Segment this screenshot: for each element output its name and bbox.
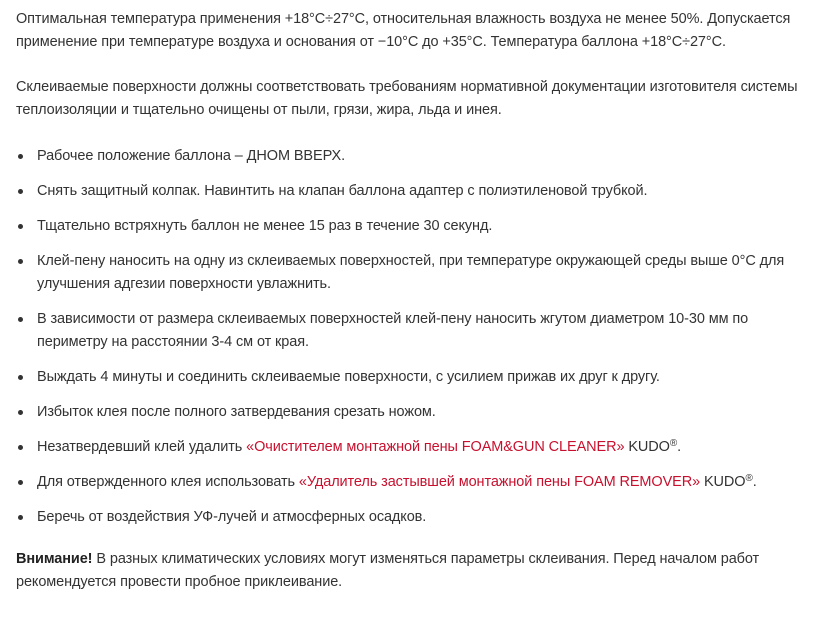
list-item xyxy=(16,436,813,459)
registered-mark: ® xyxy=(669,438,678,449)
list-item xyxy=(16,471,813,494)
application-steps-list xyxy=(16,145,813,529)
list-item-text: Выждать 4 минуты и соединить склеиваемые поверхности, с усилием прижав их друг к другу. xyxy=(37,369,660,385)
list-item xyxy=(16,308,813,354)
sentence-end: . xyxy=(752,474,757,490)
brand-name: KUDO xyxy=(700,474,746,490)
list-item-text: Клей-пену наносить на одну из склеиваемых поверхностей, при температуре окружающей среды выше 0°C для улучшения адгезии поверхности увлажнить. xyxy=(37,253,785,292)
list-item xyxy=(16,506,813,529)
registered-mark: ® xyxy=(745,473,753,484)
list-item xyxy=(16,215,813,238)
list-item xyxy=(16,366,813,389)
list-item-text: Беречь от воздействия УФ-лучей и атмосферных осадков. xyxy=(37,509,427,525)
list-item-text: Избыток клея после полного затвердевания срезать ножом. xyxy=(37,404,436,420)
list-item-text: Незатвердевший клей удалить xyxy=(37,439,247,455)
list-item xyxy=(16,180,813,203)
temperature-paragraph: Оптимальная температура применения +18°C÷27°C, относительная влажность воздуха не менее 50%. Допускается применение при температуре воздуха и основания от −10°C до +35°C. Температура баллона +18°C÷27°C. xyxy=(16,11,791,50)
brand-name: KUDO xyxy=(624,439,670,455)
attention-text: В разных климатических условиях могут изменяться параметры склеивания. Перед началом работ рекомендуется провести пробное приклеивание. xyxy=(16,551,760,590)
list-item-text: Для отвержденного клея использовать xyxy=(37,474,299,490)
list-item-text: Снять защитный колпак. Навинтить на клапан баллона адаптер с полиэтиленовой трубкой. xyxy=(37,183,648,199)
attention-label: Внимание! xyxy=(16,551,93,567)
list-item-text: Тщательно встряхнуть баллон не менее 15 раз в течение 30 секунд. xyxy=(37,218,493,234)
list-item-text: Рабочее положение баллона – ДНОМ ВВЕРХ. xyxy=(37,148,345,164)
attention-note xyxy=(16,548,813,594)
list-item-text: В зависимости от размера склеиваемых поверхностей клей-пену наносить жгутом диаметром 10-30 мм по периметру на расстоянии 3-4 см от края. xyxy=(37,311,749,350)
list-item xyxy=(16,145,813,168)
foam-remover-link[interactable]: «Удалитель застывшей монтажной пены FOAM REMOVER» xyxy=(298,474,701,490)
list-item xyxy=(16,401,813,424)
foam-gun-cleaner-link[interactable]: «Очистителем монтажной пены FOAM&GUN CLEANER» xyxy=(246,439,625,455)
sentence-end: . xyxy=(677,439,682,455)
surface-preparation-paragraph: Склеиваемые поверхности должны соответствовать требованиям нормативной документации изготовителя системы теплоизоляции и тщательно очищены от пыли, грязи, жира, льда и инея. xyxy=(16,79,798,118)
list-item xyxy=(16,250,813,296)
